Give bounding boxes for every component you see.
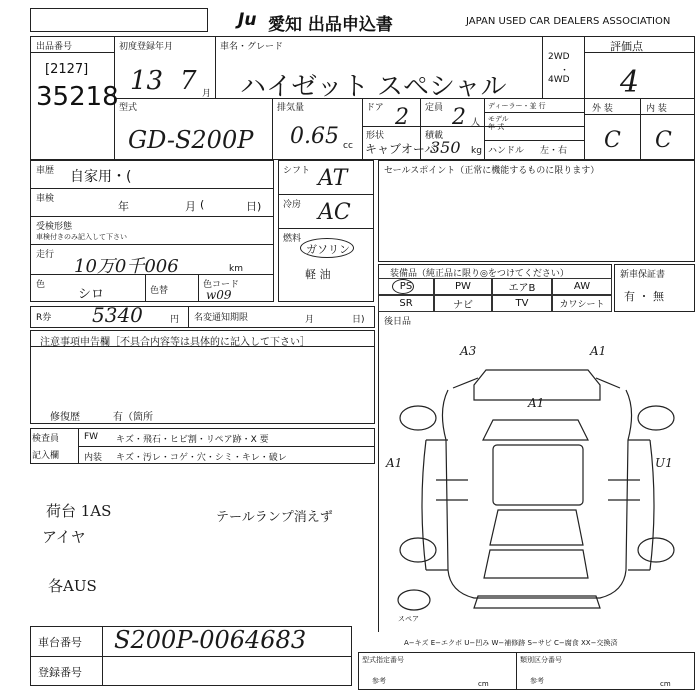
- equip-sr: SR: [378, 295, 434, 312]
- mileage-label: 走行: [36, 250, 55, 260]
- repair-options: 有（箇所: [113, 412, 153, 423]
- aircon-value: AC: [318, 200, 351, 225]
- mileage-value: 10万0千006: [74, 256, 179, 277]
- ref-label-2: 参考: [530, 677, 544, 685]
- equip-ps-circle: [392, 279, 414, 294]
- cc-unit: cc: [343, 141, 353, 151]
- inspector-label: 検査員: [32, 434, 60, 444]
- repair-label: 修復歴: [50, 412, 80, 423]
- equip-leather: カワシート: [552, 295, 612, 312]
- diag-mark-a3: A3: [460, 344, 477, 358]
- storage-title-box: [30, 8, 208, 32]
- equip-aw: AW: [552, 278, 612, 295]
- diag-mark-a1-left: A1: [386, 456, 403, 470]
- name-change-day: 日): [352, 315, 365, 325]
- name-change-label: 名変通知期限: [194, 313, 249, 323]
- car-damage-diagram: [378, 330, 695, 630]
- equipment-title: 装備品（純正品に限り◎をつけてください）: [390, 269, 569, 279]
- history-label: 車歴: [36, 166, 55, 176]
- shift-label: シフト: [283, 166, 311, 176]
- damage-legend: A−キズ E−エクボ U−凹み W−補修跡 S−サビ C−腐食 XX−交換済: [404, 639, 618, 647]
- doors-value: 2: [395, 105, 409, 130]
- reg-no-label: 登録番号: [38, 666, 82, 679]
- color-code-value: w09: [206, 288, 232, 302]
- handle-options: 左・右: [540, 146, 568, 156]
- shape-label: 形状: [366, 131, 385, 141]
- capacity-label: 定員: [425, 103, 444, 113]
- name-change-month: 月: [305, 315, 315, 325]
- model-code: GD-S200P: [128, 126, 254, 154]
- reg-month-unit: 月: [202, 89, 212, 99]
- ref-label-1: 参考: [372, 677, 386, 685]
- wd-dot: ・: [560, 66, 570, 76]
- diag-mark-a1-mid: A1: [528, 396, 545, 410]
- load-value: 350: [430, 138, 461, 157]
- cm-unit-1: cm: [478, 680, 489, 688]
- designation-label: 型式指定番号: [362, 656, 404, 664]
- color-swap-label: 色替: [150, 286, 169, 296]
- 2wd-label: 2WD: [548, 52, 570, 62]
- model-year-label2: 年 式: [488, 123, 505, 131]
- interior-items: キズ・汚レ・コゲ・穴・シミ・キレ・破レ: [116, 453, 287, 463]
- org-title-en: JAPAN USED CAR DEALERS ASSOCIATION: [466, 16, 671, 27]
- dealer-label: ディーラー・並 行: [488, 102, 546, 110]
- cm-unit-2: cm: [660, 680, 671, 688]
- aircon-label: 冷房: [283, 200, 302, 210]
- load-label: 積載: [425, 131, 444, 141]
- note-line-2: アイヤ: [42, 528, 86, 546]
- recv-label: 受検形態: [36, 222, 73, 232]
- displacement-label: 排気量: [277, 103, 305, 113]
- km-unit: km: [229, 264, 243, 274]
- doors-label: ドア: [366, 103, 384, 113]
- interior-label: 内 装: [646, 104, 667, 114]
- eval-score: 4: [620, 65, 640, 100]
- notice-label: 注意事項申告欄［不具合内容等は具体的に記入して下さい］: [40, 337, 310, 348]
- equip-ps: PS: [378, 278, 434, 295]
- rear-items-label: 後日品: [384, 317, 412, 327]
- interior-grade: C: [655, 128, 672, 153]
- reg-year: 13: [130, 66, 164, 96]
- fuel-value: ガソリン: [306, 243, 350, 256]
- kg-unit: kg: [471, 146, 482, 156]
- entry-label: 記入欄: [32, 451, 60, 461]
- lot-number: 35218: [36, 82, 119, 112]
- ju-logo: Ju: [238, 10, 257, 30]
- fw-items: キズ・飛石・ヒビ割・リペア跡・X 要: [116, 435, 269, 445]
- r-ticket-label: R券: [36, 313, 52, 323]
- warranty-label: 新車保証書: [620, 270, 666, 280]
- fuel-label: 燃料: [283, 234, 302, 244]
- color-label: 色: [36, 280, 46, 290]
- inspection-day-open: (: [200, 198, 205, 211]
- equip-airbag: エアB: [492, 278, 552, 295]
- color-value: シロ: [78, 287, 105, 302]
- note-line-3: テールランプ消えず: [216, 510, 333, 525]
- displacement-value: 0.65: [290, 124, 339, 149]
- model-grade-label: 車名・グレード: [220, 42, 284, 52]
- inspection-label: 車検: [36, 194, 55, 204]
- type-label: 型式: [119, 103, 138, 113]
- history-value: 自家用・(: [70, 169, 132, 185]
- equip-tv: TV: [492, 295, 552, 312]
- interior-tag: 内装: [84, 453, 103, 463]
- fw-tag: FW: [84, 432, 99, 442]
- exterior-label: 外 装: [592, 104, 613, 114]
- capacity-value: 2: [452, 105, 466, 130]
- person-unit: 人: [471, 118, 481, 128]
- chassis-number: S200P-0064683: [114, 626, 307, 654]
- r-ticket-unit: 円: [170, 315, 180, 325]
- fuel-alt: 軽 油: [305, 268, 331, 281]
- 4wd-label: 4WD: [548, 75, 570, 85]
- sales-point-label: セールスポイント（正常に機能するものに限ります）: [384, 166, 600, 176]
- chassis-label: 車台番号: [38, 636, 82, 649]
- diag-mark-a1-top: A1: [590, 344, 607, 358]
- exterior-grade: C: [604, 128, 621, 153]
- note-line-4: 各AUS: [48, 577, 97, 595]
- model-year-label1: モデル: [488, 115, 509, 123]
- color-code-label: 色コード: [203, 280, 240, 290]
- first-reg-label: 初度登録年月: [119, 42, 174, 52]
- reg-month: 7: [180, 66, 197, 96]
- recv-note: 車検付きのみ記入して下さい: [36, 233, 127, 241]
- lot-no-label: 出品番号: [36, 42, 73, 52]
- diag-mark-u1: U1: [655, 456, 673, 470]
- handle-label: ハンドル: [488, 146, 525, 156]
- warranty-options: 有 ・ 無: [624, 290, 664, 303]
- r-ticket-value: 5340: [92, 303, 143, 327]
- eval-label: 評価点: [610, 40, 643, 53]
- shift-value: AT: [318, 166, 348, 191]
- equip-pw: PW: [434, 278, 492, 295]
- spare-label: スペア: [398, 615, 419, 623]
- note-line-1: 荷台 1AS: [46, 502, 112, 520]
- class-no-label: 類別区分番号: [520, 656, 562, 664]
- inspection-day: 日): [246, 200, 262, 213]
- car-name: ハイゼット スペシャル: [240, 72, 507, 102]
- org-title: 愛知 出品申込書: [268, 15, 393, 35]
- inspection-month: 月: [185, 200, 196, 213]
- equip-navi: ナビ: [434, 295, 492, 312]
- lot-bracket: [2127]: [45, 62, 89, 77]
- inspection-year: 年: [118, 200, 129, 213]
- shape-value: キャブオーバ: [365, 142, 437, 156]
